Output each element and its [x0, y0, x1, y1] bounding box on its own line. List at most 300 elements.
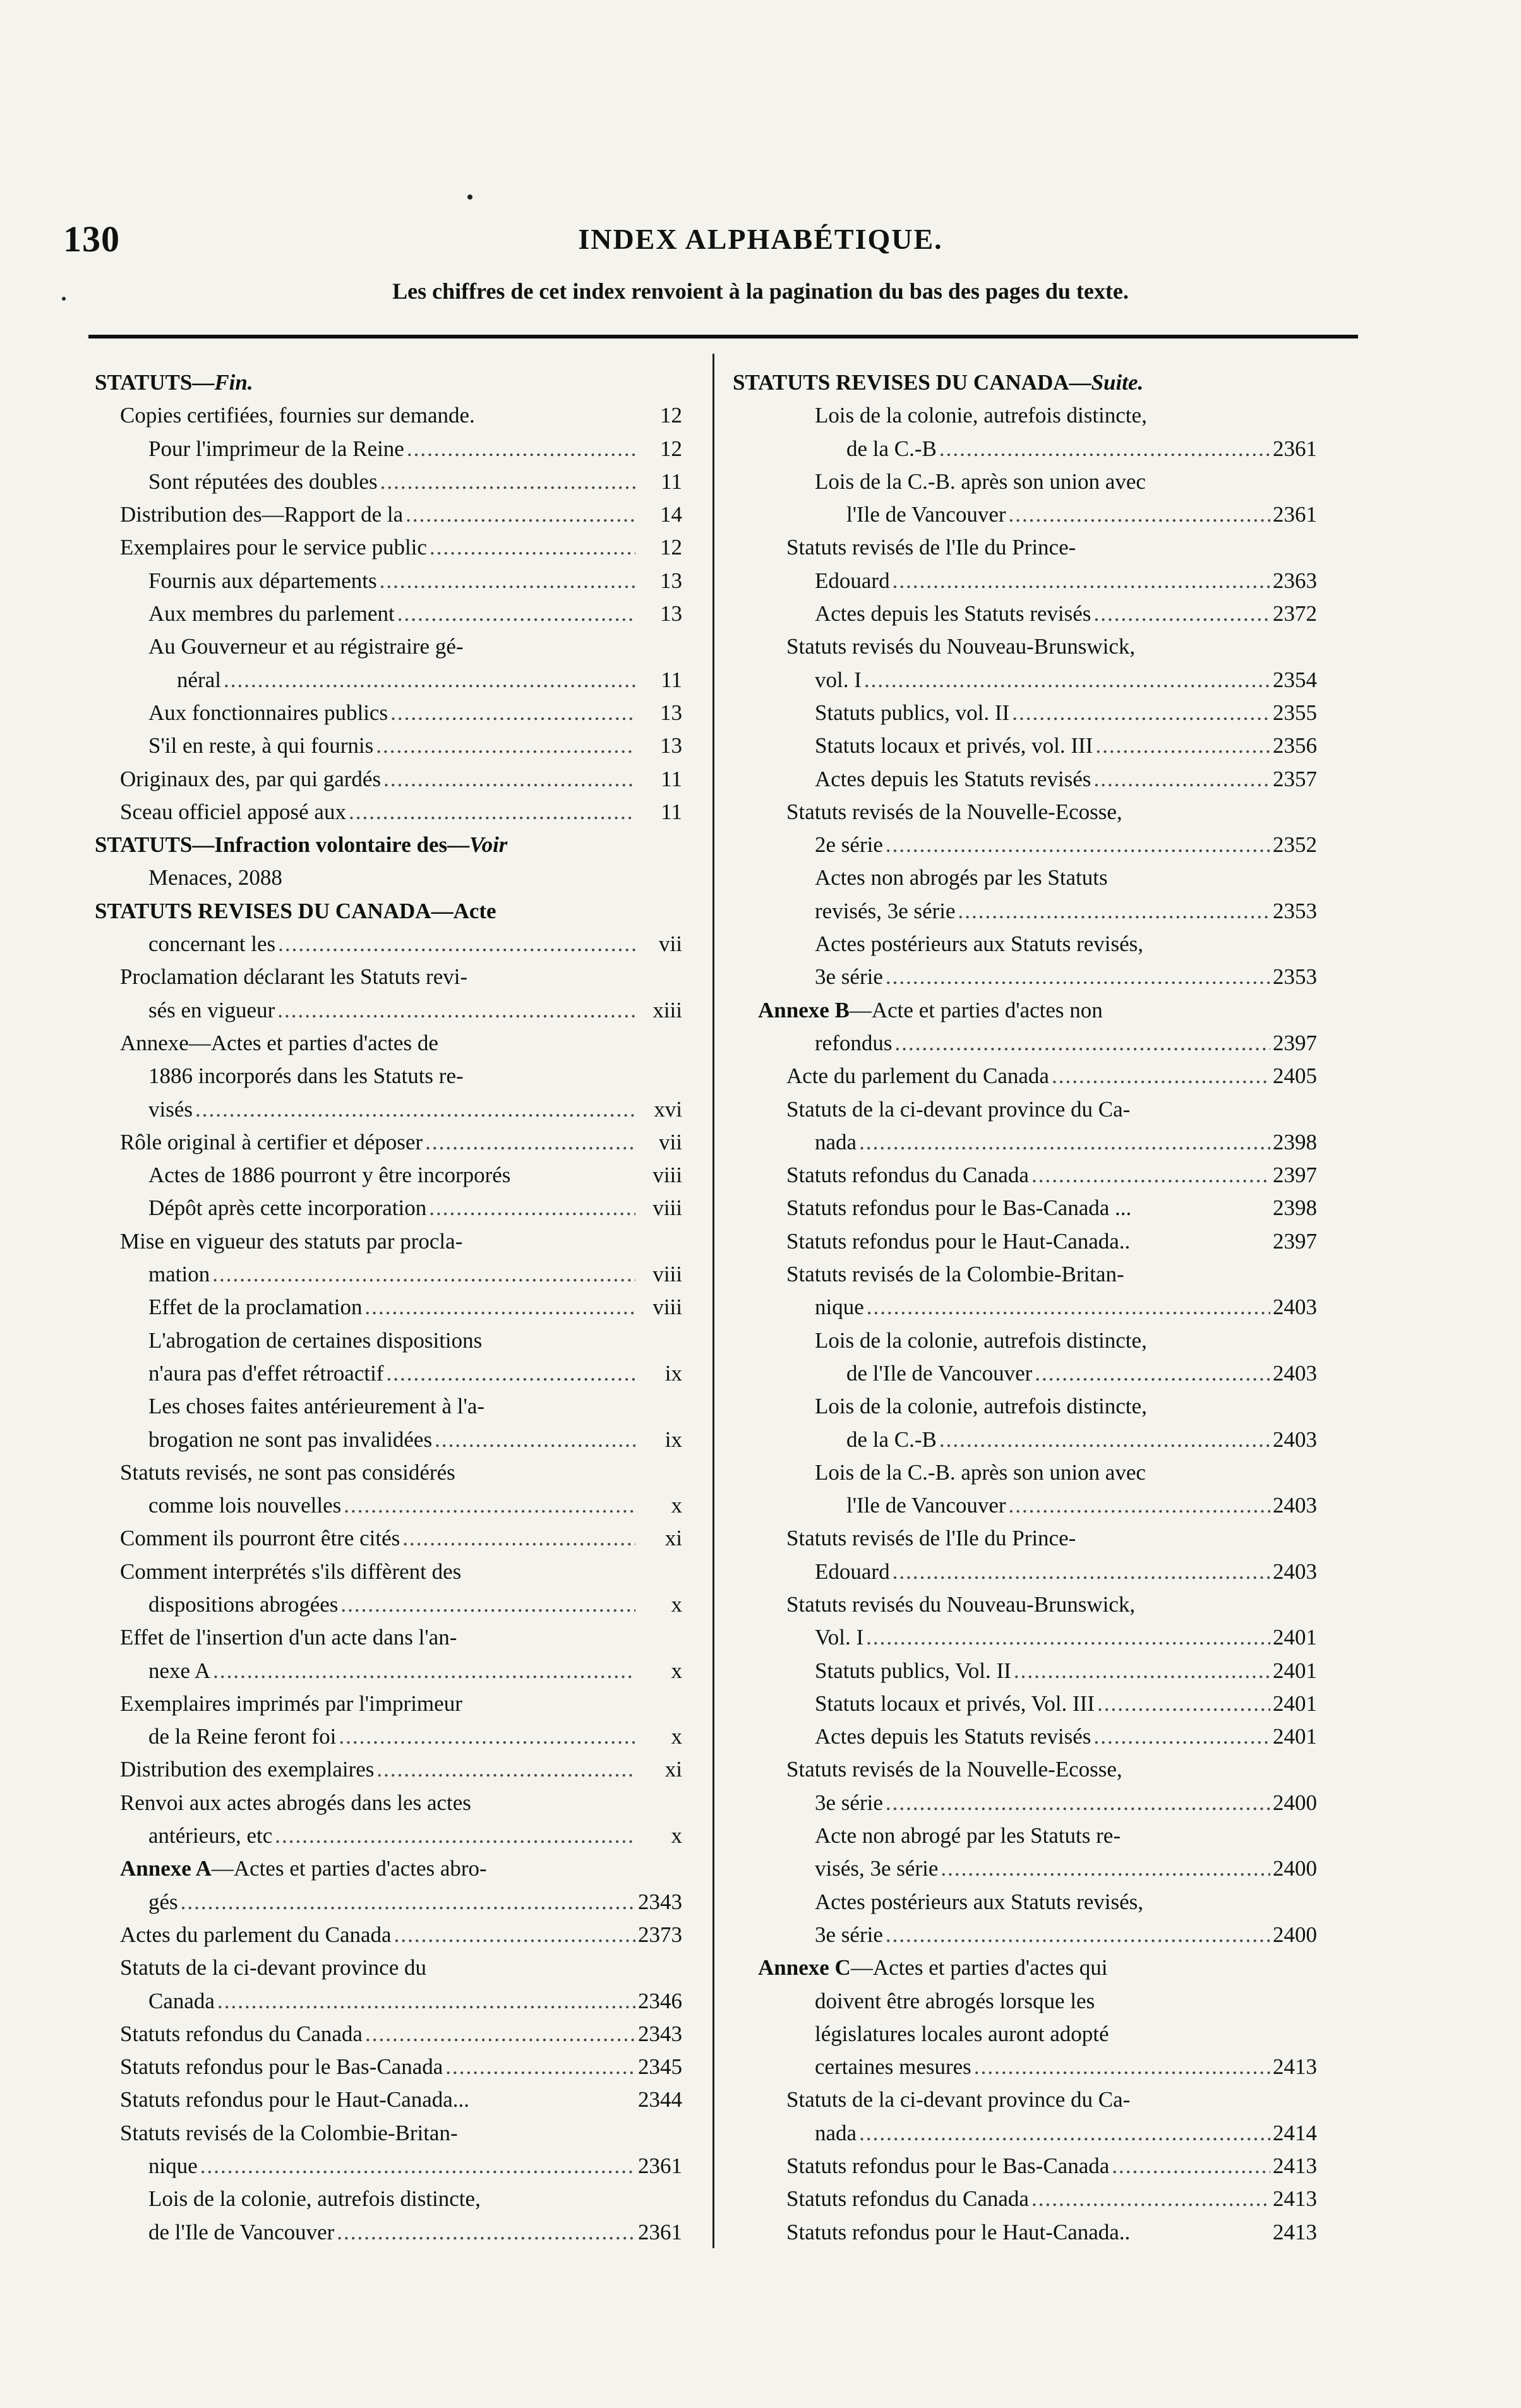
entry-page-number: 2397 [1273, 1030, 1317, 1055]
leader-dots [1014, 1655, 1270, 1687]
entry-text: 1886 incorporés dans les Statuts re- [148, 1063, 464, 1089]
leader-dots [1093, 763, 1270, 796]
entry-page-number: 2352 [1273, 832, 1317, 858]
entry-page-number: 2354 [1273, 667, 1317, 692]
entry-page-number: 2400 [1273, 1790, 1317, 1815]
entry-page-number: 2344 [638, 2087, 682, 2112]
leader-dots [1031, 2183, 1270, 2215]
index-entry [95, 1886, 682, 1919]
entry-page-number: 2397 [1273, 1163, 1317, 1188]
index-entry [733, 729, 1317, 762]
entry-text: refondus [815, 1030, 893, 1055]
entry-page-number: 11 [661, 799, 682, 824]
entry-page-number: 12 [660, 535, 682, 560]
entry-page-number: 11 [661, 766, 682, 791]
leader-dots [200, 2150, 635, 2183]
entry-text: Comment ils pourront être cités [120, 1526, 400, 1551]
entry-page-number: 2355 [1273, 700, 1317, 725]
entry-text: Pour l'imprimeur de la Reine [148, 436, 404, 461]
entry-text: brogation ne sont pas invalidées [148, 1427, 433, 1452]
index-entry [95, 1060, 682, 1093]
leader-dots [974, 2051, 1270, 2083]
index-entry [733, 630, 1317, 663]
entry-text: Lois de la colonie, autrefois distincte, [815, 403, 1147, 428]
index-entry [733, 1390, 1317, 1423]
entry-page-number: 2413 [1273, 2153, 1317, 2179]
entry-page-number: 2401 [1273, 1691, 1317, 1716]
entry-text: Actes depuis les Statuts revisés [815, 766, 1091, 791]
entry-text: Distribution des—Rapport de la [120, 502, 404, 527]
entry-text: Statuts refondus du Canada [786, 2186, 1029, 2212]
entry-text: Statuts locaux et privés, Vol. III [815, 1691, 1095, 1716]
index-entry [733, 1192, 1317, 1225]
entry-page-number: ix [664, 1360, 682, 1386]
entry-text: 3e série [815, 1790, 883, 1815]
entry-text: Statuts publics, vol. II [815, 700, 1010, 725]
entry-text: législatures locales auront adopté [815, 2021, 1109, 2046]
entry-text: vol. I [815, 667, 862, 692]
entry-text: Aux membres du parlement [148, 601, 395, 626]
index-entry [95, 2051, 682, 2083]
entry-text: Edouard [815, 568, 890, 593]
entry-text: STATUTS—Infraction volontaire des—Voir [95, 832, 508, 858]
entry-text: Rôle original à certifier et déposer [120, 1129, 423, 1154]
entry-text: Renvoi aux actes abrogés dans les actes [120, 1790, 471, 1815]
index-entry [95, 1291, 682, 1324]
entry-text: néral [177, 667, 221, 692]
leader-dots [429, 1192, 635, 1225]
index-entry [733, 1093, 1317, 1126]
entry-text: Annexe B—Acte et parties d'actes non [758, 997, 1103, 1022]
index-entry [95, 1687, 682, 1720]
entry-text: nique [148, 2153, 198, 2179]
entry-text: concernant les [148, 931, 276, 957]
entry-text: de l'Ile de Vancouver [846, 1360, 1033, 1386]
leader-dots [893, 565, 1270, 597]
entry-page-number: 2345 [638, 2054, 682, 2080]
entry-page-number: 2361 [1273, 502, 1317, 527]
index-entry [95, 1357, 682, 1390]
index-entry [733, 1489, 1317, 1522]
entry-page-number: x [671, 1591, 682, 1617]
index-entry [733, 1951, 1317, 1984]
entry-page-number: x [671, 1493, 682, 1518]
entry-page-number: 2403 [1273, 1295, 1317, 1320]
entry-text: Lois de la C.-B. après son union avec [815, 1459, 1146, 1485]
index-entry [95, 697, 682, 729]
index-entry [733, 2051, 1317, 2083]
index-entry [95, 1324, 682, 1357]
entry-text: 3e série [815, 1922, 883, 1947]
entry-page-number: x [671, 1658, 682, 1683]
index-entry [733, 994, 1317, 1027]
index-entry [95, 1919, 682, 1951]
index-entry [95, 763, 682, 796]
leader-dots [217, 1985, 635, 2018]
entry-text: Effet de la proclamation [148, 1295, 363, 1320]
entry-page-number: 2413 [1273, 2219, 1317, 2244]
leader-dots [277, 994, 635, 1027]
index-entry [733, 366, 1317, 399]
index-entry [733, 1919, 1317, 1951]
leader-dots [213, 1655, 635, 1687]
entry-text: Actes depuis les Statuts revisés [815, 601, 1091, 626]
index-entry [733, 1985, 1317, 2018]
index-entry [95, 1093, 682, 1126]
index-entry [95, 2083, 682, 2116]
index-entry [95, 1522, 682, 1555]
entry-text: Statuts revisés de la Colombie-Britan- [786, 1262, 1124, 1287]
index-entry [95, 1588, 682, 1621]
entry-page-number: 13 [660, 733, 682, 758]
entry-text: Distribution des exemplaires [120, 1757, 375, 1782]
index-entry [95, 2117, 682, 2150]
index-entry [95, 1456, 682, 1489]
index-entry [733, 2216, 1317, 2249]
leader-dots [864, 664, 1270, 697]
index-entry [733, 433, 1317, 465]
leader-dots [402, 1522, 635, 1555]
entry-text: sés en vigueur [148, 997, 275, 1022]
entry-page-number: 2403 [1273, 1559, 1317, 1584]
entry-text: 3e série [815, 964, 883, 990]
index-entry [95, 1819, 682, 1852]
leader-dots [1012, 697, 1270, 729]
index-entry [95, 1720, 682, 1753]
entry-page-number: 13 [660, 601, 682, 626]
entry-text: Les choses faites antérieurement à l'a- [148, 1394, 485, 1419]
index-entry [95, 531, 682, 564]
entry-page-number: 2398 [1273, 1129, 1317, 1154]
index-entry [95, 1489, 682, 1522]
index-entry [733, 1819, 1317, 1852]
entry-page-number: 14 [660, 502, 682, 527]
index-entry [733, 2117, 1317, 2150]
index-entry [95, 961, 682, 993]
entry-page-number: 2353 [1273, 898, 1317, 923]
entry-text: Sceau officiel apposé aux [120, 799, 346, 824]
entry-text: mation [148, 1262, 210, 1287]
index-entry [733, 895, 1317, 928]
leader-dots [339, 1720, 635, 1753]
index-entry [95, 1027, 682, 1060]
entry-text: Statuts refondus pour le Haut-Canada.. [786, 1228, 1131, 1254]
index-entry [733, 2018, 1317, 2051]
entry-text: Statuts de la ci-devant province du [120, 1955, 426, 1980]
entry-text: Lois de la colonie, autrefois distincte, [148, 2186, 481, 2212]
leader-dots [365, 2018, 635, 2051]
leader-dots [386, 1357, 635, 1390]
entry-page-number: 2405 [1273, 1063, 1317, 1089]
leader-dots [886, 1787, 1270, 1819]
index-entry [733, 399, 1317, 432]
leader-dots [380, 565, 635, 597]
entry-page-number: 2361 [638, 2219, 682, 2244]
entry-text: Statuts publics, Vol. II [815, 1658, 1011, 1683]
leader-dots [430, 531, 635, 564]
index-entry [95, 1159, 682, 1192]
leader-dots [866, 1621, 1270, 1654]
entry-text: Actes non abrogés par les Statuts [815, 865, 1108, 890]
entry-page-number: xiii [652, 997, 682, 1022]
entry-page-number: 2413 [1273, 2186, 1317, 2212]
entry-text: visés [148, 1096, 193, 1122]
leader-dots [1097, 1687, 1270, 1720]
leader-dots [337, 2216, 635, 2249]
entry-page-number: 2361 [638, 2153, 682, 2179]
entry-text: Actes postérieurs aux Statuts revisés, [815, 1889, 1144, 1914]
entry-text: STATUTS REVISES DU CANADA—Acte [95, 898, 496, 923]
index-entry [733, 664, 1317, 697]
leader-dots [435, 1423, 635, 1456]
entry-text: Canada [148, 1988, 215, 2013]
entry-text: Statuts revisés de la Nouvelle-Ecosse, [786, 1757, 1122, 1782]
index-entry [95, 1192, 682, 1225]
leader-dots [278, 928, 635, 961]
leader-dots [224, 664, 635, 697]
entry-text: Fournis aux départements [148, 568, 377, 593]
leader-dots [407, 433, 635, 465]
leader-dots [212, 1258, 635, 1291]
print-speck [62, 297, 66, 301]
entry-text: Vol. I [815, 1625, 864, 1650]
leader-dots [365, 1291, 635, 1324]
leader-dots [349, 796, 635, 829]
entry-text: Annexe C—Actes et parties d'actes qui [758, 1955, 1108, 1980]
entry-page-number: 12 [660, 436, 682, 461]
entry-text: Au Gouverneur et au régistraire gé- [148, 634, 464, 659]
index-entry [733, 1655, 1317, 1687]
entry-text: S'il en reste, à qui fournis [148, 733, 374, 758]
entry-page-number: 2401 [1273, 1724, 1317, 1749]
entry-page-number: 2414 [1273, 2120, 1317, 2145]
index-entry [95, 630, 682, 663]
leader-dots [425, 1126, 635, 1159]
entry-page-number: 2400 [1273, 1922, 1317, 1947]
entry-text: visés, 3e série [815, 1856, 939, 1881]
entry-text: STATUTS—Fin. [95, 370, 253, 395]
page-number: 130 [63, 219, 120, 260]
header-rule [88, 335, 1358, 338]
index-entry [733, 2150, 1317, 2183]
entry-page-number: 2403 [1273, 1360, 1317, 1386]
index-entry [95, 1951, 682, 1984]
entry-text: 2e série [815, 832, 883, 858]
index-entry [95, 1423, 682, 1456]
entry-page-number: 2356 [1273, 733, 1317, 758]
entry-text: Dépôt après cette incorporation [148, 1195, 427, 1221]
entry-page-number: 2346 [638, 1988, 682, 2013]
index-entry [95, 2216, 682, 2249]
entry-text: Statuts refondus pour le Haut-Canada... [120, 2087, 470, 2112]
index-entry [95, 1985, 682, 2018]
index-entry [95, 498, 682, 531]
entry-text: Statuts refondus pour le Bas-Canada [120, 2054, 443, 2080]
entry-text: Statuts revisés de la Nouvelle-Ecosse, [786, 799, 1122, 824]
leader-dots [1009, 1489, 1270, 1522]
entry-text: Statuts revisés, ne sont pas considérés [120, 1459, 455, 1485]
entry-text: Statuts refondus pour le Bas-Canada [786, 2153, 1110, 2179]
index-entry [95, 465, 682, 498]
index-entry [733, 1060, 1317, 1093]
index-entry [733, 1886, 1317, 1919]
entry-page-number: 2343 [638, 2021, 682, 2046]
index-entry [733, 697, 1317, 729]
index-entry [733, 498, 1317, 531]
entry-text: dispositions abrogées [148, 1591, 339, 1617]
entry-text: nexe A [148, 1658, 211, 1683]
entry-text: de la C.-B [846, 1427, 937, 1452]
entry-text: Lois de la colonie, autrefois distincte, [815, 1394, 1147, 1419]
index-entry [733, 1291, 1317, 1324]
index-entry [95, 1787, 682, 1819]
entry-text: n'aura pas d'effet rétroactif [148, 1360, 384, 1386]
index-entry [733, 1555, 1317, 1588]
entry-text: Actes de 1886 pourront y être incorporés [148, 1163, 511, 1188]
index-entry [733, 1027, 1317, 1060]
index-entry [95, 664, 682, 697]
index-entry [733, 1456, 1317, 1489]
entry-text: nada [815, 2120, 857, 2145]
entry-text: Actes depuis les Statuts revisés [815, 1724, 1091, 1749]
index-entry [95, 2018, 682, 2051]
entry-page-number: 2401 [1273, 1625, 1317, 1650]
entry-text: Lois de la C.-B. après son union avec [815, 469, 1146, 494]
index-entry [733, 1324, 1317, 1357]
index-entry [733, 1159, 1317, 1192]
index-entry [95, 1225, 682, 1258]
entry-text: Exemplaires pour le service public [120, 535, 427, 560]
entry-text: comme lois nouvelles [148, 1493, 342, 1518]
index-entry [733, 531, 1317, 564]
entry-text: Statuts revisés de la Colombie-Britan- [120, 2120, 458, 2145]
entry-page-number: 2403 [1273, 1493, 1317, 1518]
index-entry [95, 895, 682, 928]
entry-page-number: 11 [661, 667, 682, 692]
entry-text: Effet de l'insertion d'un acte dans l'an- [120, 1625, 457, 1650]
entry-page-number: 2398 [1273, 1195, 1317, 1221]
index-entry [733, 2183, 1317, 2215]
entry-text: de l'Ile de Vancouver [148, 2219, 335, 2244]
index-entry [95, 1753, 682, 1786]
entry-text: Copies certifiées, fournies sur demande. [120, 403, 475, 428]
entry-text: l'Ile de Vancouver [846, 1493, 1006, 1518]
entry-text: Acte du parlement du Canada [786, 1063, 1049, 1089]
index-entry [733, 928, 1317, 961]
entry-text: Aux fonctionnaires publics [148, 700, 388, 725]
index-entry [733, 2083, 1317, 2116]
entry-page-number: 2397 [1273, 1228, 1317, 1254]
index-entry [95, 1621, 682, 1654]
entry-page-number: vii [659, 931, 682, 957]
entry-page-number: xi [664, 1526, 682, 1551]
entry-page-number: 2373 [638, 1922, 682, 1947]
index-entry [95, 729, 682, 762]
entry-text: nique [815, 1295, 864, 1320]
leader-dots [195, 1093, 635, 1126]
entry-page-number: x [671, 1724, 682, 1749]
leader-dots [376, 729, 635, 762]
index-entry [733, 829, 1317, 861]
index-entry [95, 928, 682, 961]
entry-text: revisés, 3e série [815, 898, 956, 923]
leader-dots [1093, 597, 1270, 630]
entry-text: Statuts de la ci-devant province du Ca- [786, 1096, 1131, 1122]
entry-page-number: viii [652, 1163, 682, 1188]
leader-dots [886, 829, 1270, 861]
entry-page-number: 2357 [1273, 766, 1317, 791]
entry-text: Exemplaires imprimés par l'imprimeur [120, 1691, 462, 1716]
leader-dots [344, 1489, 635, 1522]
index-entry [733, 1357, 1317, 1390]
entry-page-number: x [671, 1823, 682, 1848]
entry-text: Annexe—Actes et parties d'actes de [120, 1030, 438, 1055]
index-entry [95, 597, 682, 630]
entry-page-number: 2343 [638, 1889, 682, 1914]
entry-text: Comment interprétés s'ils diffèrent des [120, 1559, 462, 1584]
entry-text: Originaux des, par qui gardés [120, 766, 382, 791]
index-entry [733, 1588, 1317, 1621]
entry-text: Lois de la colonie, autrefois distincte, [815, 1327, 1147, 1353]
entry-text: l'Ile de Vancouver [846, 502, 1006, 527]
entry-text: Statuts refondus du Canada [786, 1163, 1029, 1188]
entry-page-number: viii [652, 1195, 682, 1221]
entry-text: de la C.-B [846, 436, 937, 461]
entry-page-number: 2372 [1273, 601, 1317, 626]
left-column [95, 366, 682, 2249]
entry-text: Statuts refondus du Canada [120, 2021, 363, 2046]
index-entry [733, 763, 1317, 796]
index-entry [733, 1852, 1317, 1885]
index-entry [733, 961, 1317, 993]
entry-page-number: vii [659, 1129, 682, 1154]
entry-text: gés [148, 1889, 178, 1914]
index-entry [733, 1522, 1317, 1555]
entry-text: de la Reine feront foi [148, 1724, 337, 1749]
entry-page-number: 2353 [1273, 964, 1317, 990]
page-subtitle: Les chiffres de cet index renvoient à la pagination du bas des pages du texte. [392, 279, 1129, 304]
index-entry [733, 1126, 1317, 1159]
leader-dots [275, 1819, 635, 1852]
leader-dots [340, 1588, 635, 1621]
leader-dots [893, 1555, 1270, 1588]
index-entry [733, 1687, 1317, 1720]
leader-dots [886, 961, 1270, 993]
entry-text: Statuts revisés de l'Ile du Prince- [786, 1526, 1076, 1551]
entry-page-number: viii [652, 1262, 682, 1287]
index-entry [95, 2183, 682, 2215]
leader-dots [383, 763, 635, 796]
print-speck [467, 195, 472, 200]
leader-dots [390, 697, 635, 729]
leader-dots [958, 895, 1270, 928]
entry-text: STATUTS REVISES DU CANADA—Suite. [733, 370, 1144, 395]
index-entry [95, 861, 682, 894]
leader-dots [397, 597, 635, 630]
entry-page-number: 13 [660, 700, 682, 725]
leader-dots [1052, 1060, 1270, 1093]
entry-text: certaines mesures [815, 2054, 971, 2080]
entry-text: Menaces, 2088 [148, 865, 282, 890]
entry-text: Statuts locaux et privés, vol. III [815, 733, 1093, 758]
index-entry [733, 1423, 1317, 1456]
entry-page-number: 2361 [1273, 436, 1317, 461]
leader-dots [939, 433, 1270, 465]
index-entry [95, 1258, 682, 1291]
entry-text: Sont réputées des doubles [148, 469, 378, 494]
leader-dots [445, 2051, 635, 2083]
index-entry [733, 861, 1317, 894]
